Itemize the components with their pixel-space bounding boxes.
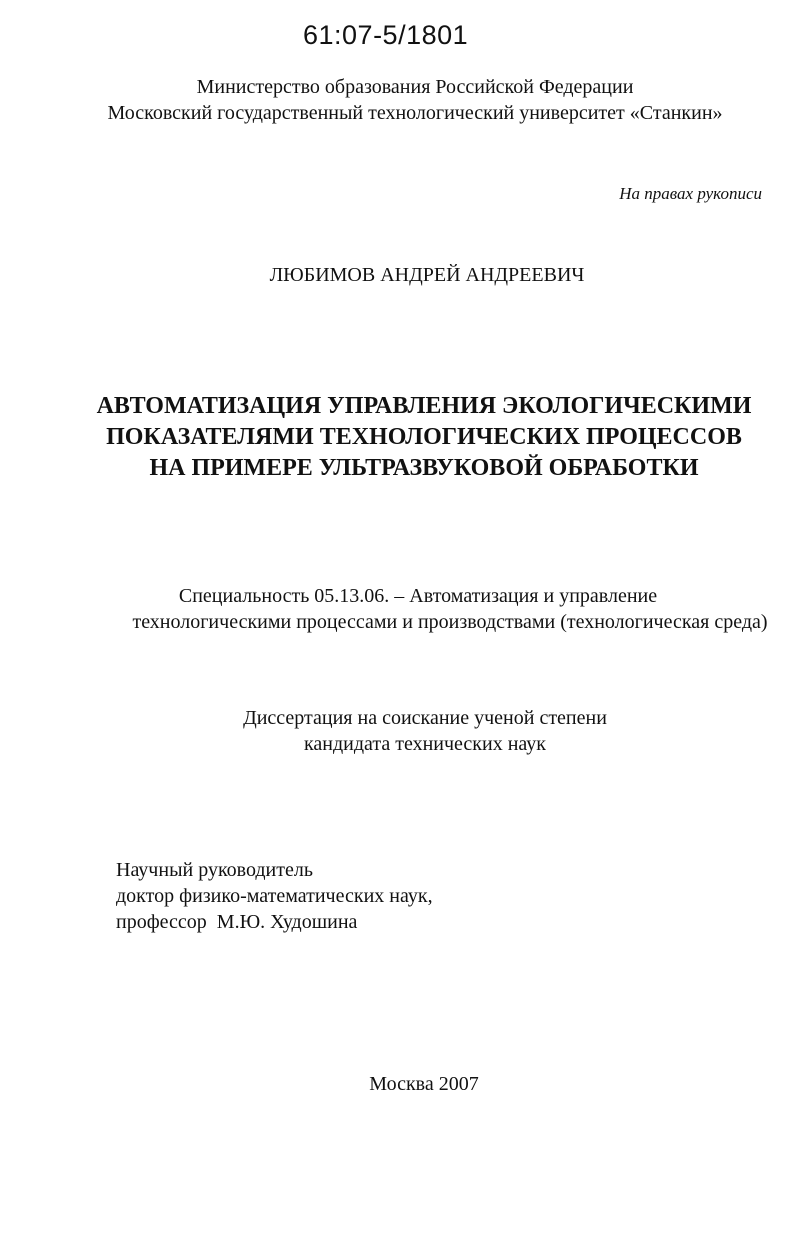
title-line-2: ПОКАЗАТЕЛЯМИ ТЕХНОЛОГИЧЕСКИХ ПРОЦЕССОВ (106, 424, 742, 450)
degree-block (0, 705, 798, 757)
institution-block (0, 74, 798, 126)
city-year-block (0, 1073, 798, 1096)
supervisor-name: профессор М.Ю. Худошина (116, 911, 358, 933)
manuscript-rights-note: На правах рукописи (619, 184, 762, 203)
title-line-1: АВТОМАТИЗАЦИЯ УПРАВЛЕНИЯ ЭКОЛОГИЧЕСКИМИ (96, 393, 752, 419)
degree-line-1: Диссертация на соискание ученой степени (243, 707, 607, 729)
supervisor-degree: доктор физико-математических наук, (116, 885, 433, 907)
document-number: 61:07-5/1801 (303, 20, 469, 50)
dissertation-title (0, 391, 798, 484)
title-line-3: НА ПРИМЕРЕ УЛЬТРАЗВУКОВОЙ ОБРАБОТКИ (149, 455, 699, 481)
author-name-block (0, 264, 798, 287)
university-name: Московский государственный технологический университет «Станкин» (107, 102, 723, 124)
ministry-name: Министерство образования Российской Федерации (196, 76, 634, 98)
specialty-line-2: технологическими процессами и производствами (технологическая среда) (132, 611, 768, 633)
specialty-line-1: Специальность 05.13.06. – Автоматизация и управление (178, 585, 658, 607)
supervisor-block (116, 857, 433, 935)
specialty-block (0, 583, 798, 635)
supervisor-role: Научный руководитель (116, 859, 313, 881)
author-name: ЛЮБИМОВ АНДРЕЙ АНДРЕЕВИЧ (269, 264, 585, 286)
degree-line-2: кандидата технических наук (303, 733, 547, 755)
city-year: Москва 2007 (369, 1073, 479, 1095)
